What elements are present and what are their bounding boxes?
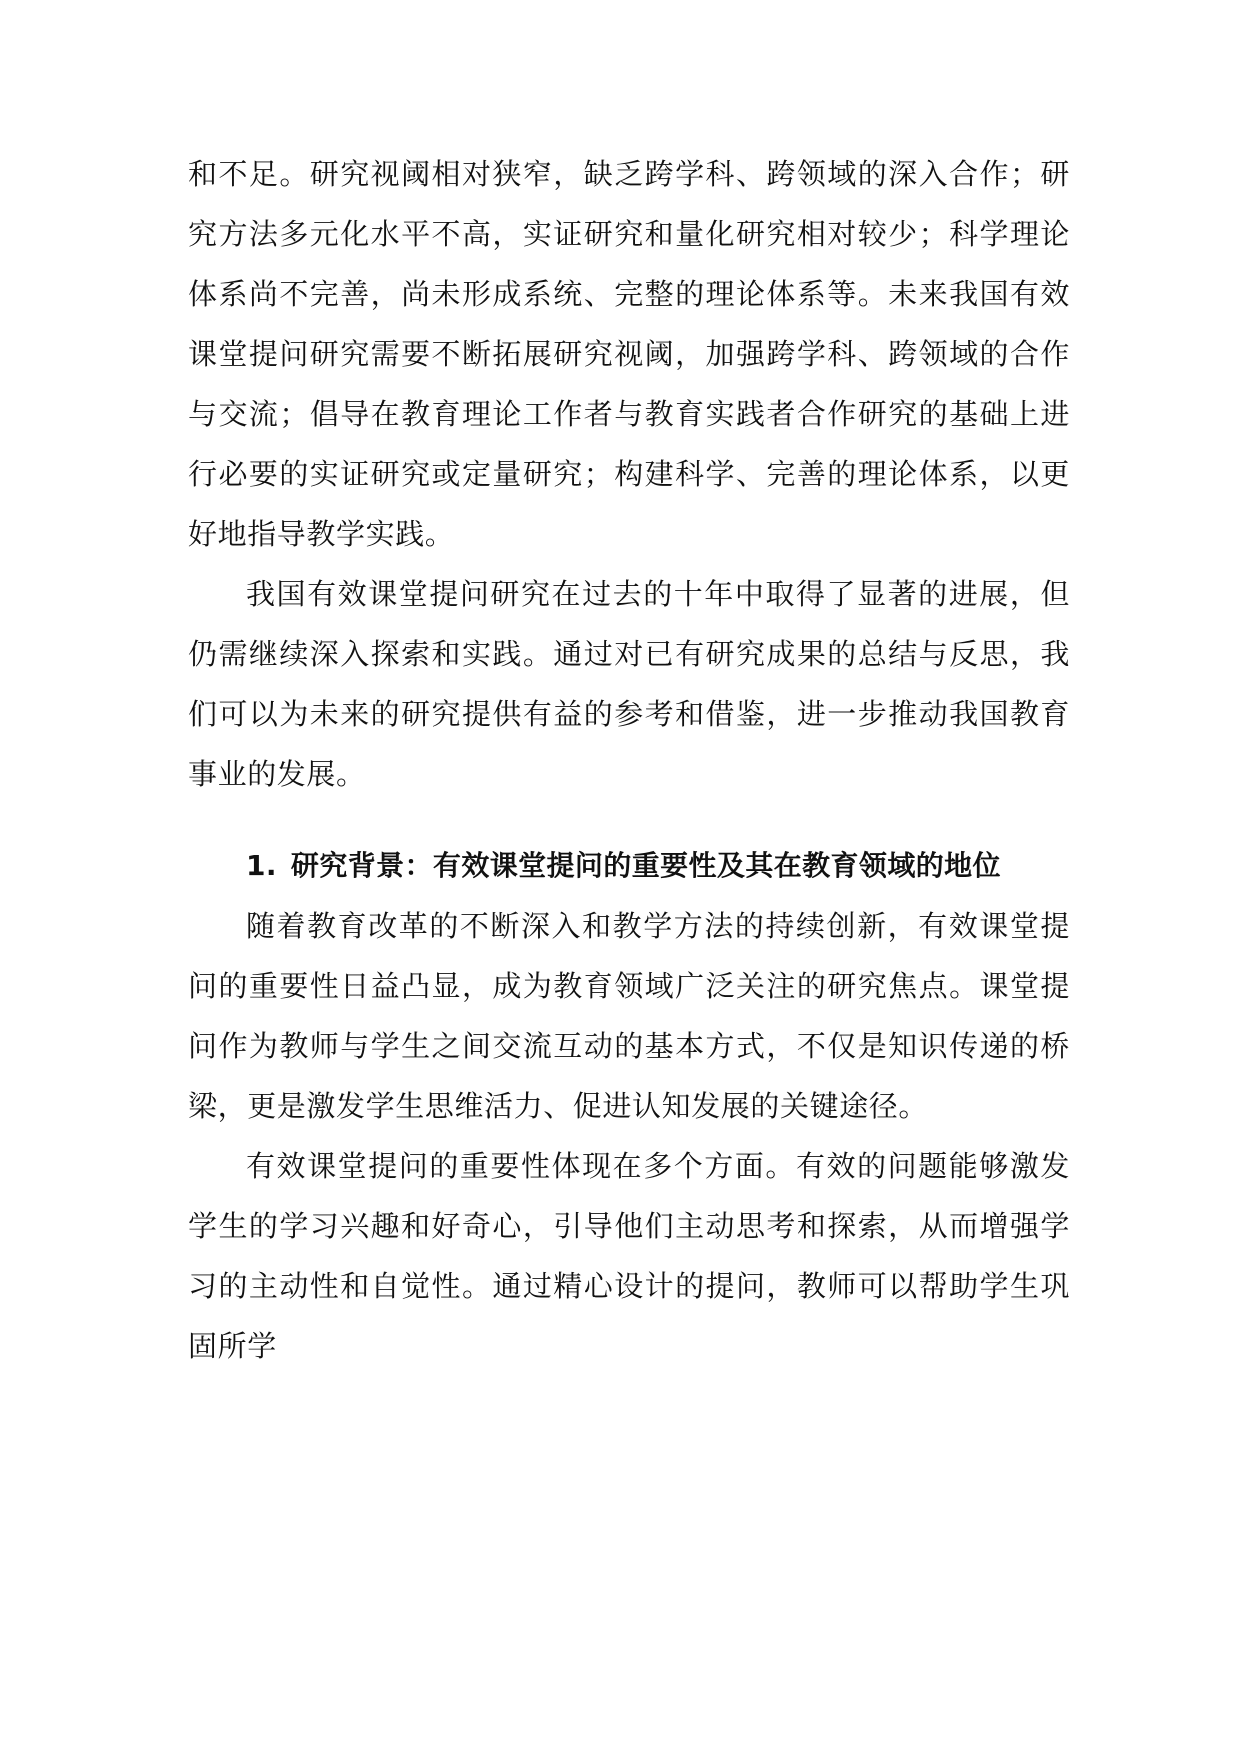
paragraph-limitations: 和不足。研究视阈相对狭窄，缺乏跨学科、跨领域的深入合作；研究方法多元化水平不高，实证研究和量化研究相对较少；科学理论体系尚不完善，尚未形成系统、完整的理论体系等。未来我国有效课堂提问研究需要不断拓展研究视阈，加强跨学科、跨领域的合作与交流；倡导在教育理论工作者与教育实践者合作研究的基础上进行必要的实证研究或定量研究；构建科学、完善的理论体系，以更好地指导教学实践。 bbox=[188, 157, 1070, 551]
paragraph-background: 随着教育改革的不断深入和教学方法的持续创新，有效课堂提问的重要性日益凸显，成为教育领域广泛关注的研究焦点。课堂提问作为教师与学生之间交流互动的基本方式，不仅是知识传递的桥梁，更是激发学生思维活力、促进认知发展的关键途径。 bbox=[188, 909, 1070, 1123]
document-body bbox=[188, 144, 1070, 1376]
section-title: 研究背景：有效课堂提问的重要性及其在教育领域的地位 bbox=[290, 849, 1001, 882]
section-spacer bbox=[188, 804, 1070, 836]
paragraph-importance: 有效课堂提问的重要性体现在多个方面。有效的问题能够激发学生的学习兴趣和好奇心，引导他们主动思考和探索，从而增强学习的主动性和自觉性。通过精心设计的提问，教师可以帮助学生巩固所学 bbox=[188, 1149, 1070, 1363]
paragraph-summary: 我国有效课堂提问研究在过去的十年中取得了显著的进展，但仍需继续深入探索和实践。通过对已有研究成果的总结与反思，我们可以为未来的研究提供有益的参考和借鉴，进一步推动我国教育事业的发展。 bbox=[188, 577, 1070, 791]
section-heading bbox=[188, 836, 1070, 896]
section-number: 1. bbox=[246, 849, 277, 882]
